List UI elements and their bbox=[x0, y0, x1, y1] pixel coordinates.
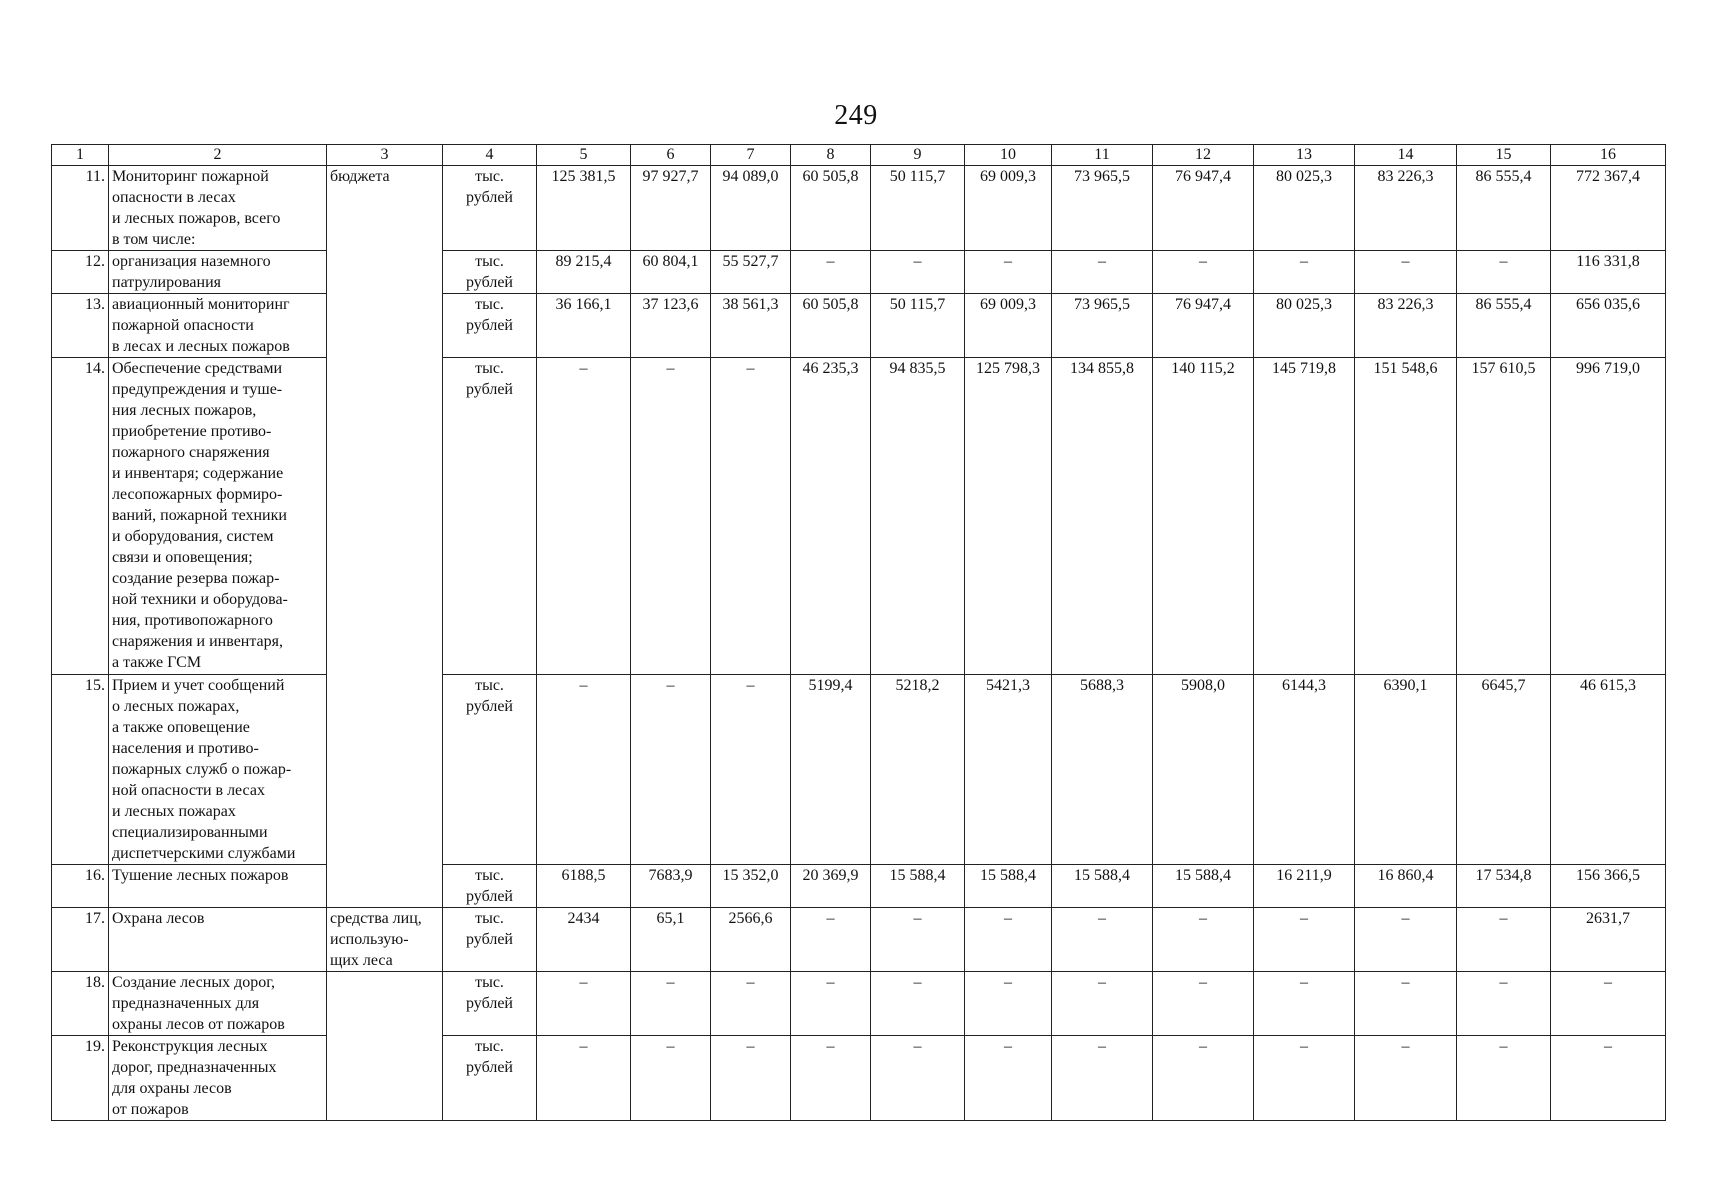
value-cell: 65,1 bbox=[631, 908, 711, 972]
unit-cell: тыс. рублей bbox=[443, 1036, 537, 1121]
value-cell: – bbox=[871, 251, 965, 294]
table-row bbox=[52, 1036, 1666, 1121]
value-cell: – bbox=[711, 675, 791, 865]
value-cell: 5199,4 bbox=[791, 675, 871, 865]
row-number: 18. bbox=[52, 972, 109, 1036]
value-cell: 15 588,4 bbox=[965, 865, 1052, 908]
value-cell: – bbox=[711, 972, 791, 1036]
value-cell: 46 235,3 bbox=[791, 358, 871, 675]
row-description: Мониторинг пожарной опасности в лесах и лесных пожаров, всего в том числе: bbox=[109, 166, 327, 251]
value-cell: 94 089,0 bbox=[711, 166, 791, 251]
value-cell: – bbox=[1153, 1036, 1254, 1121]
row-number: 15. bbox=[52, 675, 109, 865]
column-number-row bbox=[52, 145, 1666, 166]
row-description: организация наземного патрулирования bbox=[109, 251, 327, 294]
value-cell: 97 927,7 bbox=[631, 166, 711, 251]
row-number: 16. bbox=[52, 865, 109, 908]
column-header: 3 bbox=[327, 145, 443, 166]
value-cell: 15 352,0 bbox=[711, 865, 791, 908]
value-cell: – bbox=[1153, 972, 1254, 1036]
table-row bbox=[52, 908, 1666, 972]
value-cell: 86 555,4 bbox=[1457, 294, 1551, 358]
table-row bbox=[52, 865, 1666, 908]
value-cell: 60 804,1 bbox=[631, 251, 711, 294]
value-cell: – bbox=[711, 1036, 791, 1121]
row-description: Охрана лесов bbox=[109, 908, 327, 972]
column-header: 16 bbox=[1551, 145, 1666, 166]
row-description: Прием и учет сообщений о лесных пожарах, а также оповещение населения и противо- пожарных служб о пожар- ной опасности в лесах и лесных пожарах специализированными диспетчерскими службами bbox=[109, 675, 327, 865]
value-cell: 156 366,5 bbox=[1551, 865, 1666, 908]
value-cell: 83 226,3 bbox=[1355, 294, 1457, 358]
table-row bbox=[52, 166, 1666, 251]
value-cell: 2566,6 bbox=[711, 908, 791, 972]
value-cell: – bbox=[711, 358, 791, 675]
value-cell: – bbox=[1355, 908, 1457, 972]
value-cell: 6188,5 bbox=[537, 865, 631, 908]
value-cell: 76 947,4 bbox=[1153, 294, 1254, 358]
value-cell: – bbox=[1254, 251, 1355, 294]
value-cell: 73 965,5 bbox=[1052, 294, 1153, 358]
unit-cell: тыс. рублей bbox=[443, 972, 537, 1036]
value-cell: 6390,1 bbox=[1355, 675, 1457, 865]
value-cell: 5218,2 bbox=[871, 675, 965, 865]
value-cell: 7683,9 bbox=[631, 865, 711, 908]
value-cell: 125 381,5 bbox=[537, 166, 631, 251]
funding-source-private: средства лиц, использую- щих леса bbox=[327, 908, 443, 972]
value-cell: 5688,3 bbox=[1052, 675, 1153, 865]
value-cell: 5908,0 bbox=[1153, 675, 1254, 865]
value-cell: – bbox=[537, 1036, 631, 1121]
value-cell: 772 367,4 bbox=[1551, 166, 1666, 251]
row-number: 11. bbox=[52, 166, 109, 251]
value-cell: 151 548,6 bbox=[1355, 358, 1457, 675]
unit-cell: тыс. рублей bbox=[443, 675, 537, 865]
unit-cell: тыс. рублей bbox=[443, 865, 537, 908]
column-header: 9 bbox=[871, 145, 965, 166]
value-cell: – bbox=[791, 972, 871, 1036]
row-description: Обеспечение средствами предупреждения и туше- ния лесных пожаров, приобретение противо- пожарного снаряжения и инвентаря; содержание лесопожарных формиро- ваний, пожарной техники и оборудования, систем связи и оповещения; создание резерва пожар- ной техники и оборудова- ния, противопожарного снаряжения и инвентаря, а также ГСМ bbox=[109, 358, 327, 675]
value-cell: 55 527,7 bbox=[711, 251, 791, 294]
value-cell: – bbox=[791, 1036, 871, 1121]
value-cell: 15 588,4 bbox=[871, 865, 965, 908]
column-header: 1 bbox=[52, 145, 109, 166]
row-number: 12. bbox=[52, 251, 109, 294]
value-cell: – bbox=[1551, 1036, 1666, 1121]
value-cell: 50 115,7 bbox=[871, 166, 965, 251]
value-cell: 2631,7 bbox=[1551, 908, 1666, 972]
value-cell: 6645,7 bbox=[1457, 675, 1551, 865]
value-cell: – bbox=[1052, 972, 1153, 1036]
value-cell: 16 860,4 bbox=[1355, 865, 1457, 908]
value-cell: – bbox=[1457, 1036, 1551, 1121]
value-cell: – bbox=[1457, 972, 1551, 1036]
value-cell: – bbox=[871, 972, 965, 1036]
value-cell: – bbox=[791, 908, 871, 972]
value-cell: 5421,3 bbox=[965, 675, 1052, 865]
value-cell: – bbox=[1355, 1036, 1457, 1121]
value-cell: – bbox=[1153, 251, 1254, 294]
column-header: 4 bbox=[443, 145, 537, 166]
row-description: Создание лесных дорог, предназначенных для охраны лесов от пожаров bbox=[109, 972, 327, 1036]
value-cell: 140 115,2 bbox=[1153, 358, 1254, 675]
value-cell: 69 009,3 bbox=[965, 166, 1052, 251]
value-cell: – bbox=[1052, 1036, 1153, 1121]
value-cell: – bbox=[1254, 972, 1355, 1036]
value-cell: – bbox=[537, 972, 631, 1036]
value-cell: 15 588,4 bbox=[1153, 865, 1254, 908]
value-cell: – bbox=[1457, 251, 1551, 294]
value-cell: – bbox=[537, 358, 631, 675]
value-cell: 157 610,5 bbox=[1457, 358, 1551, 675]
table-row bbox=[52, 675, 1666, 865]
value-cell: – bbox=[1457, 908, 1551, 972]
value-cell: – bbox=[1052, 251, 1153, 294]
value-cell: – bbox=[871, 1036, 965, 1121]
value-cell: 145 719,8 bbox=[1254, 358, 1355, 675]
value-cell: 125 798,3 bbox=[965, 358, 1052, 675]
value-cell: 76 947,4 bbox=[1153, 166, 1254, 251]
value-cell: 37 123,6 bbox=[631, 294, 711, 358]
column-header: 12 bbox=[1153, 145, 1254, 166]
value-cell: 15 588,4 bbox=[1052, 865, 1153, 908]
column-header: 14 bbox=[1355, 145, 1457, 166]
column-header: 11 bbox=[1052, 145, 1153, 166]
value-cell: – bbox=[631, 358, 711, 675]
value-cell: – bbox=[965, 1036, 1052, 1121]
value-cell: 36 166,1 bbox=[537, 294, 631, 358]
value-cell: 116 331,8 bbox=[1551, 251, 1666, 294]
column-header: 2 bbox=[109, 145, 327, 166]
value-cell: 80 025,3 bbox=[1254, 294, 1355, 358]
value-cell: 69 009,3 bbox=[965, 294, 1052, 358]
value-cell: – bbox=[1355, 972, 1457, 1036]
value-cell: – bbox=[1254, 908, 1355, 972]
value-cell: 20 369,9 bbox=[791, 865, 871, 908]
value-cell: – bbox=[537, 675, 631, 865]
value-cell: 46 615,3 bbox=[1551, 675, 1666, 865]
value-cell: 89 215,4 bbox=[537, 251, 631, 294]
value-cell: 94 835,5 bbox=[871, 358, 965, 675]
value-cell: 80 025,3 bbox=[1254, 166, 1355, 251]
unit-cell: тыс. рублей bbox=[443, 166, 537, 251]
value-cell: – bbox=[965, 908, 1052, 972]
row-description: Тушение лесных пожаров bbox=[109, 865, 327, 908]
value-cell: 50 115,7 bbox=[871, 294, 965, 358]
value-cell: 38 561,3 bbox=[711, 294, 791, 358]
value-cell: 73 965,5 bbox=[1052, 166, 1153, 251]
column-header: 7 bbox=[711, 145, 791, 166]
page-number: 249 bbox=[834, 100, 878, 131]
column-header: 5 bbox=[537, 145, 631, 166]
funding-source-continued bbox=[327, 972, 443, 1121]
row-description: Реконструкция лесных дорог, предназначенных для охраны лесов от пожаров bbox=[109, 1036, 327, 1121]
column-header: 6 bbox=[631, 145, 711, 166]
value-cell: 2434 bbox=[537, 908, 631, 972]
column-header: 8 bbox=[791, 145, 871, 166]
row-number: 14. bbox=[52, 358, 109, 675]
value-cell: 17 534,8 bbox=[1457, 865, 1551, 908]
unit-cell: тыс. рублей bbox=[443, 294, 537, 358]
unit-cell: тыс. рублей bbox=[443, 358, 537, 675]
value-cell: – bbox=[871, 908, 965, 972]
table-row bbox=[52, 251, 1666, 294]
value-cell: – bbox=[1551, 972, 1666, 1036]
value-cell: – bbox=[965, 972, 1052, 1036]
value-cell: 656 035,6 bbox=[1551, 294, 1666, 358]
row-number: 19. bbox=[52, 1036, 109, 1121]
value-cell: 6144,3 bbox=[1254, 675, 1355, 865]
unit-cell: тыс. рублей bbox=[443, 908, 537, 972]
row-number: 17. bbox=[52, 908, 109, 972]
column-header: 15 bbox=[1457, 145, 1551, 166]
value-cell: – bbox=[631, 972, 711, 1036]
row-number: 13. bbox=[52, 294, 109, 358]
table-body bbox=[52, 166, 1666, 1121]
value-cell: – bbox=[1355, 251, 1457, 294]
value-cell: 60 505,8 bbox=[791, 294, 871, 358]
column-header: 13 bbox=[1254, 145, 1355, 166]
value-cell: – bbox=[1052, 908, 1153, 972]
row-description: авиационный мониторинг пожарной опасности в лесах и лесных пожаров bbox=[109, 294, 327, 358]
table-row bbox=[52, 358, 1666, 675]
funding-source-budget: бюджета bbox=[327, 166, 443, 908]
table-row bbox=[52, 294, 1666, 358]
value-cell: 996 719,0 bbox=[1551, 358, 1666, 675]
value-cell: 86 555,4 bbox=[1457, 166, 1551, 251]
value-cell: – bbox=[791, 251, 871, 294]
value-cell: 60 505,8 bbox=[791, 166, 871, 251]
table-row bbox=[52, 972, 1666, 1036]
value-cell: – bbox=[965, 251, 1052, 294]
value-cell: 16 211,9 bbox=[1254, 865, 1355, 908]
value-cell: – bbox=[1254, 1036, 1355, 1121]
budget-table bbox=[51, 144, 1666, 1121]
value-cell: 83 226,3 bbox=[1355, 166, 1457, 251]
unit-cell: тыс. рублей bbox=[443, 251, 537, 294]
value-cell: 134 855,8 bbox=[1052, 358, 1153, 675]
column-header: 10 bbox=[965, 145, 1052, 166]
value-cell: – bbox=[1153, 908, 1254, 972]
value-cell: – bbox=[631, 1036, 711, 1121]
value-cell: – bbox=[631, 675, 711, 865]
